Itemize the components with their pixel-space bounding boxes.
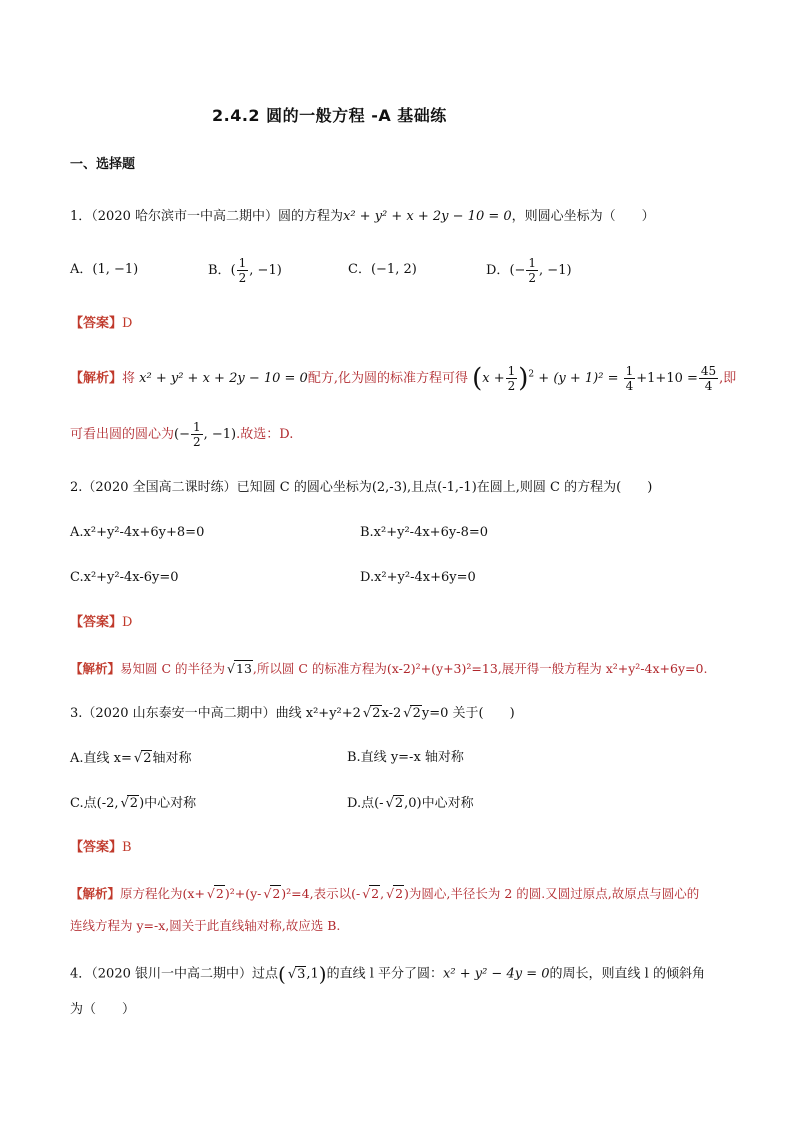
question-1-option-a: A．(1, −1) [70,262,139,277]
question-1-option-c: C．(−1, 2) [348,262,417,277]
question-2-answer: 【答案】D [70,615,133,630]
question-2-stem: 2.（2020 全国高二课时练）已知圆 C 的圆心坐标为(2,-3),且点(-1,-1)在圆上,则圆 C 的方程为( ) [70,480,653,495]
question-3-option-a: A.直线 x=√ 2轴对称 [70,750,191,767]
question-1-analysis-line-1: 【解析】将 x² + y² + x + 2y − 10 = 0配方,化为圆的标准方程可得 (x + $\frac{1}{2}$ )$^2$ + (y + 1)² = $\frac{1}{4}$ +1+10 = $\frac{45}{4}$ ,即 [70,363,737,394]
question-1-option-d: D．(− $\frac{1}{2}$ , −1) [486,256,572,285]
question-1-analysis-line-2: 可看出圆的圆心为(− $\frac{1}{2}$ , −1).故选：D. [70,420,294,449]
question-2-analysis: 【解析】易知圆 C 的半径为√ 13,所以圆 C 的标准方程为(x-2)²+(y+3)²=13,展开得一般方程为 x²+y²-4x+6y=0. [70,660,707,676]
question-2-option-c: C.x²+y²-4x-6y=0 [70,570,179,585]
section-heading: 一、选择题 [70,157,136,172]
question-3-analysis-line-1: 【解析】原方程化为(x+√ 2)²+(y-√ 2)²=4,表示以(-√ 2,√ 2)为圆心,半径长为 2 的圆.又圆过原点,故原点与圆心的 [70,885,699,901]
question-2-option-d: D.x²+y²-4x+6y=0 [360,570,476,585]
question-3-stem: 3.（2020 山东泰安一中高二期中）曲线 x²+y²+2√ 2x-2√ 2y=0 关于( ) [70,705,515,722]
question-3-answer: 【答案】B [70,840,132,855]
question-3-option-c: C.点(-2,√ 2)中心对称 [70,795,196,812]
question-3-option-b: B.直线 y=-x 轴对称 [347,750,464,765]
question-1-option-b: B．( $\frac{1}{2}$ , −1) [208,256,282,285]
question-3-option-d: D.点(-√ 2,0)中心对称 [347,795,474,812]
question-4-stem-line-2: 为（ ） [70,1002,136,1017]
question-4-stem: 4．（2020 银川一中高二期中）过点(√ 3,1)的直线 l 平分了圆：x² + y² − 4y = 0的周长，则直线 l 的倾斜角 [70,964,705,984]
question-1-stem: 1．（2020 哈尔滨市一中高二期中）圆的方程为x² + y² + x + 2y − 10 = 0，则圆心坐标为（ ） [70,209,655,224]
question-3-analysis-line-2: 连线方程为 y=-x,圆关于此直线轴对称,故应选 B. [70,918,341,933]
page-title: 2.4.2 圆的一般方程 -A 基础练 [212,106,447,125]
question-1-answer: 【答案】D [70,316,133,331]
question-2-option-b: B.x²+y²-4x+6y-8=0 [360,525,489,540]
question-2-option-a: A.x²+y²-4x+6y+8=0 [70,525,205,540]
